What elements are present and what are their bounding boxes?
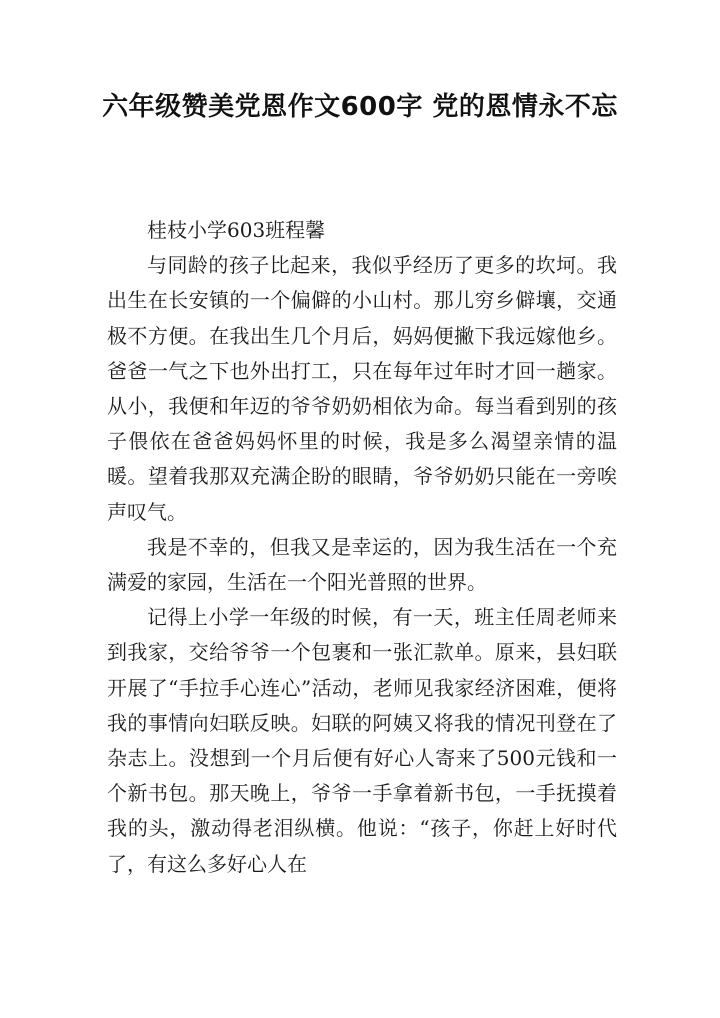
- paragraph-3: 记得上小学一年级的时候，有一天，班主任周老师来到我家，交给爷爷一个包裹和一张汇款单。原来，县妇联开展了“手拉手心连心”活动，老师见我家经济困难，便将我的事情向妇联反映。妇联的阿姨又将我的情况刊登在了杂志上。没想到一个月后便有好心人寄来了500元钱和一个新书包。那天晚上，爷爷一手拿着新书包，一手抚摸着我的头，激动得老泪纵横。他说：“孩子，你赶上好时代了，有这么多好心人在: [107, 605, 617, 876]
- paragraph-1: 与同龄的孩子比起来，我似乎经历了更多的坎坷。我出生在长安镇的一个偏僻的小山村。那儿穷乡僻壤，交通极不方便。在我出生几个月后，妈妈便撇下我远嫁他乡。爸爸一气之下也外出打工，只在每年过年时才回一趟家。从小，我便和年迈的爷爷奶奶相依为命。每当看到别的孩子偎依在爸爸妈妈怀里的时候，我是多么渴望亲情的温暖。望着我那双充满企盼的眼睛，爷爷奶奶只能在一旁唉声叹气。: [107, 253, 617, 524]
- author-line: 桂枝小学603班程馨: [147, 218, 326, 242]
- document-body: [107, 213, 617, 882]
- paragraph-2: 我是不幸的，但我又是幸运的，因为我生活在一个充满爱的家园，生活在一个阳光普照的世界。: [107, 534, 617, 595]
- document-title: 六年级赞美党恩作文600字 党的恩情永不忘: [102, 92, 618, 122]
